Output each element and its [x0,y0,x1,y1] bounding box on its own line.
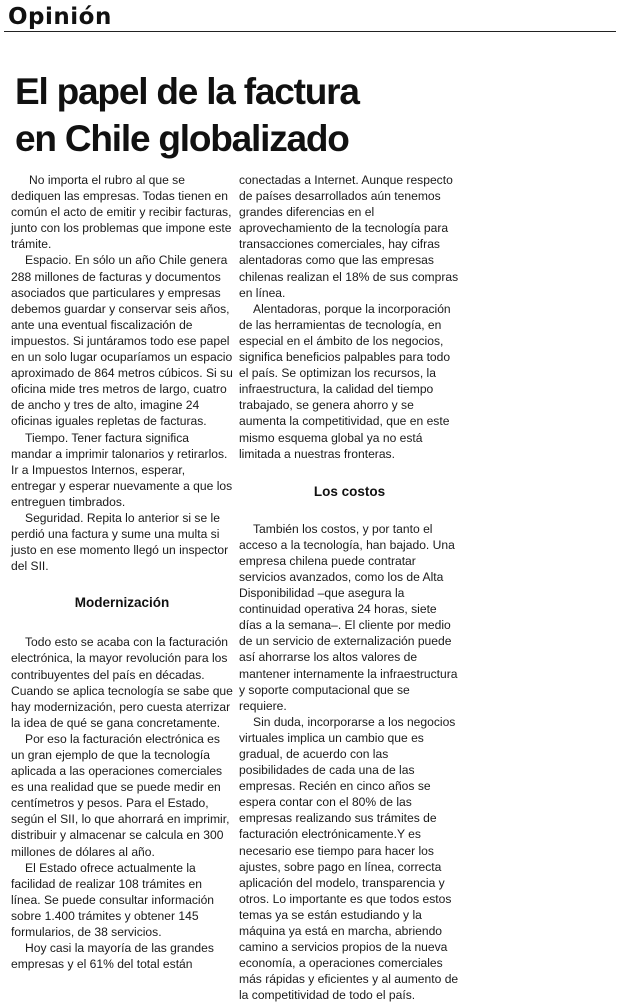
paragraph: Alentadoras, porque la incorporación de las herramientas de tecnología, en especial en el ámbito de los negocios, significa beneficios palpables para todo el país. Se optimizan los recursos, la infraestructura, la calidad del tiempo trabajado, se genera ahorro y se aumenta la competitividad, que en este mismo esquema global ya no está limitada a nuestras fronteras. [239,301,451,461]
header-divider [4,31,616,32]
paragraph: El Estado ofrece actualmente la facilidad de realizar 108 trámites en línea. Se puede consultar información sobre 1.400 trámites y obtener 145 formularios, de 38 servicios. [11,860,215,940]
paragraph: También los costos, y por tanto el acceso a la tecnología, han bajado. Una empresa chilena puede contratar servicios avanzados, como los de Alta Disponibilidad –que asegura la continuidad operativa 24 horas, siete días a la semana–. El cliente por medio de un servicio de externalización puede así ahorrarse los altos valores de mantener internamente la infraestructura y soporte computacional que se requiere. [239,521,458,713]
subheading-modernizacion: Modernización [74,595,170,611]
article-column-left [11,172,233,972]
article-title-line-2: en Chile globalizado [15,118,349,159]
paragraph: Hoy casi la mayoría de las grandes empresas y el 61% del total están [11,941,214,972]
paragraph: Tiempo. Tener factura significa mandar a imprimir talonarios y retirarlos. Ir a Impuestos Internos, esperar, entregar y esperar nuevamente a que los entreguen timbrados. [11,430,233,509]
subheading-los-costos: Los costos [313,483,386,499]
paragraph: Todo esto se acaba con la facturación electrónica, la mayor revolución para los contribuyentes del país en décadas. Cuando se aplica tecnología se sabe que hay modernización, pero cuesta aterrizar la idea de qué se gana concretamente. [11,635,233,730]
paragraph: Por eso la facturación electrónica es un gran ejemplo de que la tecnología aplicada a las operaciones comerciales es una realidad que se puede medir en centímetros y pesos. Para el Estado, según el SII, lo que ahorrará en imprimir, distribuir y almacenar se calcula en 300 millones de dólares al año. [11,731,230,859]
paragraph: Espacio. En sólo un año Chile genera 288 millones de facturas y documentos asociados que particulares y empresas debemos guardar y conservar seis años, ante una eventual fiscalización de impuestos. Si juntáramos todo ese papel en un solo lugar ocuparíamos un espacio aproximado de 864 metros cúbicos. Si su oficina mide tres metros de largo, cuatro de ancho y tres de alto, imagine 24 oficinas iguales repletas de facturas. [11,253,233,429]
paragraph: conectadas a Internet. Aunque respecto de países desarrollados aún tenemos grandes diferencias en el aprovechamiento de la tecnología para transacciones comerciales, hay cifras alentadoras como que las empresas chilenas realizan el 18% de sus compras en línea. [239,173,459,300]
article-title [15,68,435,162]
section-label: Opinión [8,4,112,30]
article-column-right [239,172,460,1004]
paragraph: Seguridad. Repita lo anterior si se le perdió una factura y sume una multa si justo en ese momento llegó un inspector del SII. [11,510,229,574]
paragraph: Sin duda, incorporarse a los negocios virtuales implica un cambio que es gradual, de acuerdo con las posibilidades de cada una de las empresas. Recién en cinco años se espera contar con el 80% de las empresas realizando sus trámites de facturación electrónicamente.Y es necesario ese tiempo para hacer los ajustes, sobre pago en línea, correcta aplicación del modelo, transparencia y otros. Lo importante es que todos estos temas ya se están estudiando y la máquina ya está en marcha, abriendo camino a servicios propios de la nueva economía, a operaciones comerciales más rápidas y eficientes y al aumento de la competitividad de todo el país. [239,714,459,1003]
article-title-line-1: El papel de la factura [15,71,359,112]
paragraph: No importa el rubro al que se dediquen las empresas. Todas tienen en común el acto de emitir y recibir facturas, junto con los problemas que impone este trámite. [11,173,232,252]
